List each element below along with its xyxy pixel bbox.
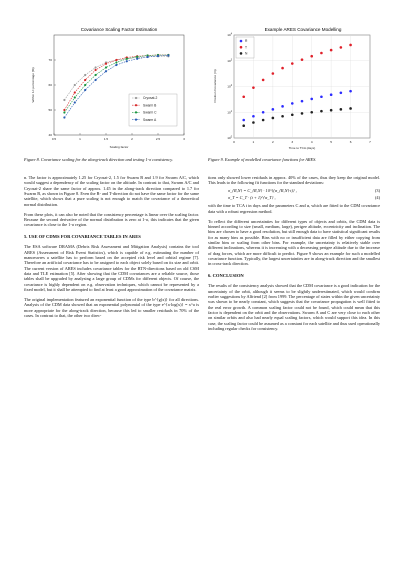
legend-marker (135, 111, 137, 113)
data-point (281, 67, 284, 70)
y-tick-label: 40 (48, 133, 52, 137)
data-point (301, 58, 304, 61)
y-tick-label: $10^1$ (227, 110, 232, 115)
data-point (310, 55, 313, 58)
data-point (84, 79, 86, 81)
legend-label: Swarm B (143, 103, 157, 108)
data-point (340, 46, 343, 49)
data-point (95, 69, 97, 71)
data-point (320, 110, 323, 113)
equation-number: (4) (374, 195, 380, 201)
x-tick-label: 2.5 (155, 137, 161, 141)
legend-label: R (245, 39, 248, 44)
data-point (63, 99, 65, 101)
data-point (349, 44, 352, 47)
data-point (115, 61, 117, 63)
figure-8-ylabel: Within 1σ percentage (%) (31, 67, 35, 103)
figure-8 (24, 22, 199, 152)
legend-marker (135, 119, 137, 121)
paragraph: To reflect the different uncertainties for different types of objects and orbits, the CDM data is binned according to size (small, medium, large), perigee altitude, eccentricity and inclination. The bins are chosen to have a good resolution, but still enough data to have statistical significant results for as many bins as possible. Bins with no or insufficient data are filled by either copying from similar bins or scaling from other bins. For example, the uncertainty is relatively stable over different inclinations, whereas it is increasing with a decreasing perigee altitude due to the increase of drag forces, which are more difficult to predict. Figure 9 shows an example for such a modelled covariance function. Typically, the largest uncertainties are in along-track direction and the smallest in cross-track direction. (208, 218, 380, 267)
paragraph: with the time to TCA t in days and the parameters C and α, which are fitted to the CDM covariance data with a robust regression method. (208, 203, 380, 214)
figure-8-chart (24, 22, 199, 152)
figure-9-title: Example ARES Covariance Modelling (264, 27, 342, 32)
figure-9-ylabel: Position Covariance (m) (213, 69, 217, 103)
data-point (262, 111, 265, 114)
legend-label: Swarm A (143, 117, 157, 122)
legend-label: Swarm C (143, 110, 157, 115)
legend-marker (240, 40, 243, 43)
paragraph: The original implementation featured an exponential function of the type b^{g(x)} for all directions. Analysis of the CDM data showed that an exponential polynomial of the type e^{a·log(x)} = x^a is more appropriate for the along-track direction, because this led to smaller residuals in 70% of the cases. In contrast to that, the other two direc- (24, 296, 199, 318)
data-point (320, 95, 323, 98)
x-tick-label: 2 (131, 137, 133, 141)
data-point (95, 66, 97, 68)
x-tick-label: 0 (233, 140, 235, 144)
figure-9-xlabel: Time to TCA (days) (288, 146, 316, 150)
data-point (310, 111, 313, 114)
x-tick-label: 6 (349, 140, 352, 144)
x-tick-label: 5 (330, 140, 333, 144)
data-point (340, 91, 343, 94)
data-point (349, 90, 352, 93)
legend-marker (240, 52, 243, 55)
y-tick-label: 60 (48, 83, 52, 87)
paragraph: tions only showed lower residuals in approx. 40% of the cases, thus they keep the original model. This leads to the following fit functions for the standard deviations: (208, 175, 380, 186)
data-point (84, 89, 86, 91)
equation-body: σ_{R,N} = C_{R,N} · 10^{(α_{R,N}·t)} , (228, 187, 297, 193)
equation-body: σ_T = C_T · (t + 1)^{α_T} , (228, 195, 276, 201)
paragraph: n. The factor is approximately 1.25 for Cryosat-2, 1.5 for Swarm B and 1.9 for Swarm A/C, which would suggest a dependency of the scaling factor on the altitude. In contrast to that, Swarm A/C and Cryosat-2 share the same factor of approx. 1.45 in the along-track direction compared to 1.7 for Swarm B, as shown in Figure 8. Even the R- and T-direction do not have the same factor for the same satellite, which shows that a pure scaling is not enough to match the covariance of a theoretical normal distribution. (24, 175, 199, 207)
data-point (126, 60, 128, 62)
data-point (115, 59, 117, 61)
data-point (63, 116, 65, 118)
data-point (84, 84, 86, 86)
legend-label: Cryosat-2 (143, 96, 158, 101)
data-point (291, 102, 294, 105)
data-point (105, 63, 107, 65)
x-tick-label: 1 (79, 137, 81, 141)
x-tick-label: 0.5 (51, 137, 57, 141)
data-point (95, 74, 97, 76)
data-point (252, 86, 255, 89)
data-point (147, 56, 149, 58)
x-tick-label: 3 (183, 137, 185, 141)
data-point (330, 93, 333, 96)
data-point (281, 115, 284, 118)
legend-label: N (245, 51, 248, 56)
x-tick-label: 3 (291, 140, 294, 144)
data-point (252, 115, 255, 118)
y-tick-label: 70 (48, 58, 52, 62)
data-point (74, 96, 76, 98)
right-column (208, 175, 380, 336)
x-tick-label: 7 (369, 140, 371, 144)
figure-9 (208, 22, 380, 152)
data-point (301, 100, 304, 103)
left-column (24, 175, 199, 323)
y-tick-label: $10^3$ (227, 58, 232, 63)
legend-marker (240, 46, 243, 49)
figure-8-caption: Figure 8. Covariance scaling for the along-track direction and testing 1-σ consistency. (24, 157, 173, 162)
data-point (242, 119, 245, 122)
data-point (126, 58, 128, 60)
figure-9-chart (208, 22, 380, 152)
figure-8-xlabel: Scaling factor (109, 145, 129, 149)
data-point (272, 117, 275, 120)
legend-marker (135, 97, 137, 99)
x-tick-label: 1 (252, 140, 255, 144)
data-point (291, 113, 294, 116)
data-point (167, 54, 169, 56)
y-tick-label: 50 (48, 108, 52, 112)
x-tick-label: 4 (310, 140, 313, 144)
figure-8-title: Covariance Scaling Factor Estimation (80, 27, 158, 32)
data-point (310, 98, 313, 101)
x-tick-label: 1.5 (103, 137, 109, 141)
data-point (84, 74, 86, 76)
data-point (272, 108, 275, 111)
data-point (242, 95, 245, 98)
paragraph: The ESA software DRAMA (Debris Risk Assessment and Mitigation Analysis) contains the tool ARES (Assessment of Risk Event Statistics), which is capable of e.g. estimating the number of manoeuvres a satellite has to perform based on the accepted risk level and orbital regime [7]. Therefore an artificial covariance has to be assigned to each object solely based on its size and orbit. The current version of ARES includes covariance tables for the RTN-directions based on old CSM data and TLE estimation [5]. After showing that the CDM covariances are a reliable source, those tables shall be upgraded by analysing a large group of CDMs for different objects. Of course, the covariance is highly dependent on e.g. observation techniques, which cannot be represented by a fixed model, but it shall be attempted to find at least a good approximation of the covariance matrix. (24, 244, 199, 293)
paragraph: From these plots, it can also be noted that the consistency percentage is linear over the scaling factor. Because the second derivative of the normal distribution is zero at 1-σ, this indicates that the given covariance is close to the 1-σ region. (24, 211, 199, 228)
figure-9-caption: Figure 9. Example of modelled covariance functions for ARES. (208, 157, 317, 162)
data-point (330, 49, 333, 52)
legend-label: T (245, 45, 248, 50)
data-point (252, 121, 255, 124)
paragraph: The results of the consistency analysis showed that the CDM covariance is a good indication for the uncertainty of the orbit, although it seems to be slightly underestimated, which would confirm earlier suggestions by Alfriend [2] from 1999. The percentage of states within the given uncertainty was shown to be nearly constant, which suggests that the covariance propagation is well fitted to the real error growth. A common scaling factor could not be found, which could mean that this factor is dependent on the orbit and the observations. Swarm A and C are very close to each other on similar orbits and also had nearly equal scaling factors, which would support this idea. In this case, the scaling factor could be assumed as a constant for each satellite and thus used operationally including regular checks for consistency. (208, 283, 380, 332)
data-point (74, 101, 76, 103)
data-point (262, 79, 265, 82)
equation-number: (3) (374, 187, 380, 193)
y-tick-label: $10^2$ (227, 84, 232, 89)
data-point (74, 91, 76, 93)
data-point (349, 107, 352, 110)
y-tick-label: $10^4$ (227, 33, 232, 37)
data-point (105, 66, 107, 68)
data-point (242, 124, 245, 127)
data-point (330, 109, 333, 112)
data-point (63, 109, 65, 111)
equation-3 (208, 188, 380, 193)
legend-marker (135, 104, 137, 106)
y-tick-label: $10^0$ (227, 136, 232, 140)
data-point (301, 112, 304, 115)
data-point (136, 56, 138, 58)
data-point (115, 64, 117, 66)
data-point (262, 119, 265, 122)
data-point (281, 105, 284, 108)
data-point (136, 58, 138, 60)
data-point (105, 70, 107, 72)
data-point (291, 62, 294, 65)
data-point (157, 55, 159, 57)
data-point (320, 52, 323, 55)
data-point (95, 79, 97, 81)
data-point (74, 84, 76, 86)
data-point (63, 111, 65, 113)
section-heading: 6. CONCLUSION (208, 272, 244, 278)
x-tick-label: 2 (271, 140, 274, 144)
data-point (340, 108, 343, 111)
data-point (272, 72, 275, 75)
section-heading: 5. USE OF CDMS FOR COVARIANCE TABLES IN ARES (24, 233, 141, 239)
equation-4 (208, 195, 380, 200)
